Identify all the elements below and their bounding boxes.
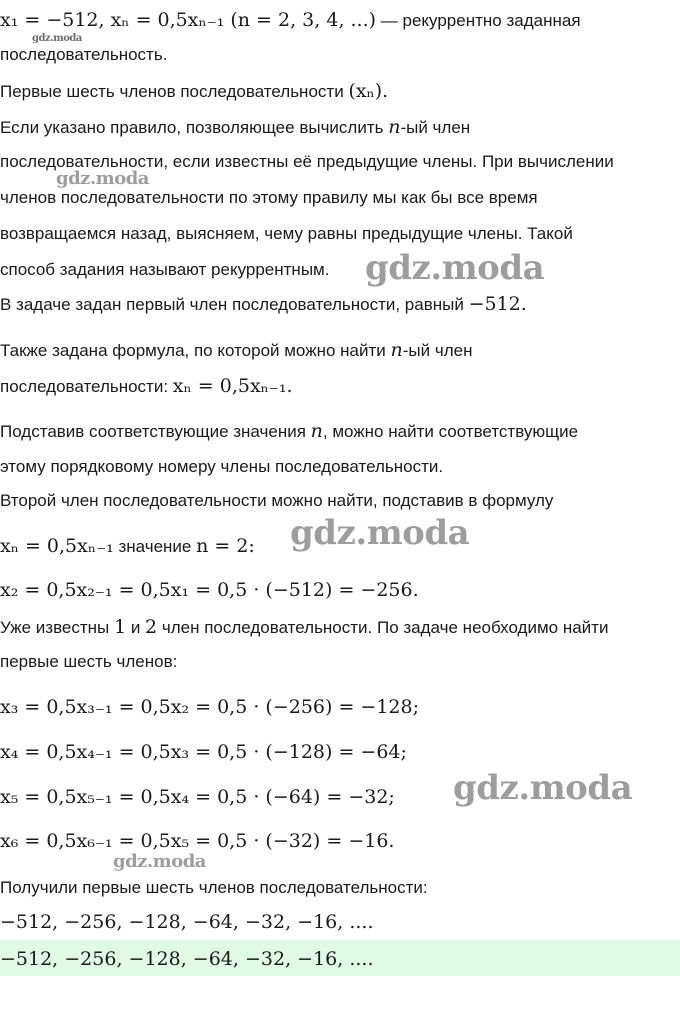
watermark: gdz.moda: [113, 851, 206, 872]
formula-x3: x₃ = 0,5x₃₋₁ = 0,5x₂ = 0,5 · (−256) = −128;: [0, 696, 420, 718]
text-line: Подставив соответствующие значения n, можно найти соответствующие: [0, 420, 579, 442]
recurrence-definition: x₁ = −512, xₙ = 0,5xₙ₋₁ (n = 2, 3, 4, ...) — рекуррентно заданная: [0, 9, 581, 31]
text-line: Получили первые шесть членов последовательности:: [0, 878, 428, 897]
watermark: gdz.moda: [56, 168, 149, 189]
sequence-result: −512, −256, −128, −64, −32, −16, ....: [0, 911, 374, 933]
text-line: этому порядковому номеру члены последовательности.: [0, 457, 444, 476]
formula-x2: x₂ = 0,5x₂₋₁ = 0,5x₁ = 0,5 · (−512) = −256.: [0, 579, 419, 601]
text-line: Первые шесть членов последовательности (xₙ).: [0, 80, 389, 102]
formula-x5: x₅ = 0,5x₅₋₁ = 0,5x₄ = 0,5 · (−64) = −32;: [0, 786, 395, 808]
watermark: gdz.moda: [365, 248, 545, 288]
text-line: возвращаемся назад, выясняем, чему равны предыдущие члены. Такой: [0, 224, 573, 243]
text-line: Также задана формула, по которой можно найти n-ый член: [0, 339, 473, 361]
formula-x4: x₄ = 0,5x₄₋₁ = 0,5x₃ = 0,5 · (−128) = −64;: [0, 741, 407, 763]
text-line: Если указано правило, позволяющее вычислить n-ый член: [0, 116, 471, 138]
text-line: первые шесть членов:: [0, 652, 178, 671]
text-line: способ задания называют рекуррентным.: [0, 260, 330, 279]
text-line: Уже известны 1 и 2 член последовательности. По задаче необходимо найти: [0, 616, 609, 638]
watermark: gdz.moda: [32, 33, 82, 44]
text-line: последовательности: xₙ = 0,5xₙ₋₁.: [0, 375, 293, 397]
answer-line: −512, −256, −128, −64, −32, −16, ....: [0, 948, 374, 970]
text-line: В задаче задан первый член последовательности, равный −512.: [0, 293, 527, 315]
formula-x6: x₆ = 0,5x₆₋₁ = 0,5x₅ = 0,5 · (−32) = −16.: [0, 830, 395, 852]
text-line: Второй член последовательности можно найти, подставив в формулу: [0, 491, 554, 510]
text-line: xₙ = 0,5xₙ₋₁ значение n = 2:: [0, 535, 255, 557]
text-line: последовательность.: [0, 45, 168, 64]
text-line: членов последовательности по этому правилу мы как бы все время: [0, 188, 538, 207]
watermark: gdz.moda: [290, 513, 470, 553]
text-line: последовательности, если известны её предыдущие члены. При вычислении: [0, 152, 614, 171]
watermark: gdz.moda: [453, 768, 633, 808]
